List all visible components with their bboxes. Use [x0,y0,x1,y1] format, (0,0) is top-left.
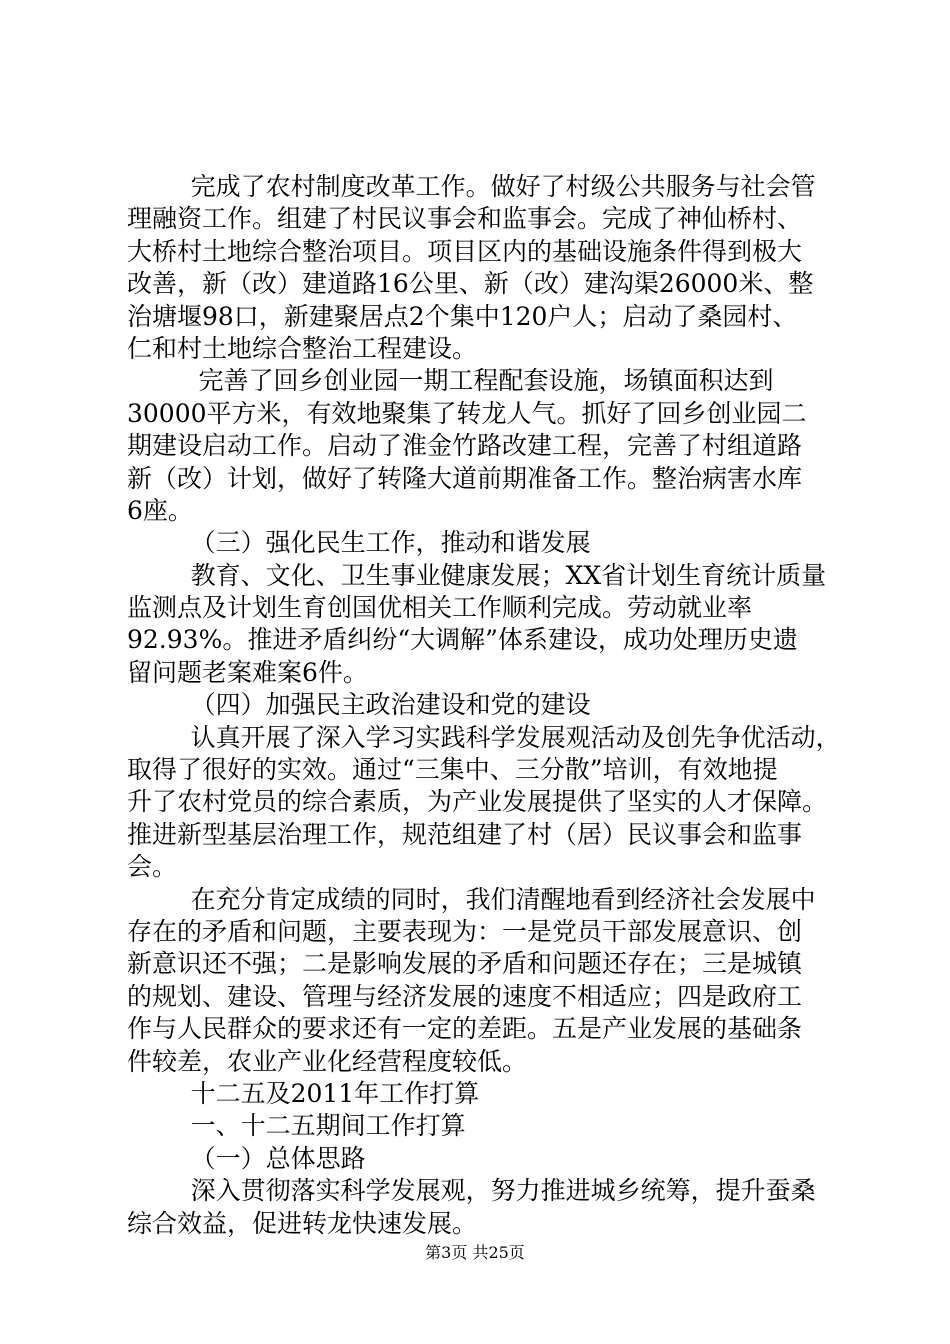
text-line: 仁和村土地综合整治工程建设。 [127,333,478,363]
text-line: 件较差，农业产业化经营程度较低。 [127,1046,528,1076]
text-line: 存在的矛盾和问题，主要表现为：一是党员干部发展意识、创 [127,916,803,946]
text-line: 深入贯彻落实科学发展观，努力推进城乡统筹，提升蚕桑 [127,1176,816,1206]
text-line: 升了农村党员的综合素质，为产业发展提供了坚实的人才保障。 [127,787,828,817]
text-line: 30000平方米，有效地聚集了转龙人气。抓好了回乡创业园二 [127,398,807,428]
text-line: 完善了回乡创业园一期工程配套设施，场镇面积达到 [127,366,774,396]
page-footer: 第3页 共25页 [425,1243,525,1262]
text-line: 改善，新（改）建道路16公里、新（改）建沟渠26000米、整 [127,269,814,299]
text-line: 作与人民群众的要求还有一定的差距。五是产业发展的基础条 [127,1014,803,1044]
text-line: 的规划、建设、管理与经济发展的速度不相适应；四是政府工 [127,981,803,1011]
text-line: 大桥村土地综合整治项目。项目区内的基础设施条件得到极大 [127,236,803,266]
text-line: （三）强化民生工作，推动和谐发展 [127,528,591,558]
body-text [127,171,842,1240]
text-line: 认真开展了深入学习实践科学发展观活动及创先争优活动， [127,722,841,752]
text-line: 在充分肯定成绩的同时，我们清醒地看到经济社会发展中 [127,884,816,914]
text-line: 新（改）计划，做好了转隆大道前期准备工作。整治病害水库 [127,463,803,493]
text-line: 完成了农村制度改革工作。做好了村级公共服务与社会管 [127,172,816,201]
text-line: 新意识还不强；二是影响发展的矛盾和问题还存在；三是城镇 [127,949,803,979]
text-line: 会。 [127,852,178,882]
text-line: 推进新型基层治理工作，规范组建了村（居）民议事会和监事 [127,819,803,849]
text-line: 92.93%。推进矛盾纠纷“大调解”体系建设，成功处理历史遗 [127,625,798,655]
text-line: （四）加强民主政治建设和党的建设 [127,690,591,720]
text-line: 治塘堰98口，新建聚居点2个集中120户人；启动了桑园村、 [127,301,798,331]
text-line: 十二五及2011年工作打算 [127,1078,480,1108]
text-line: 理融资工作。组建了村民议事会和监事会。完成了神仙桥村、 [127,204,803,234]
text-line: 6座。 [127,495,193,525]
text-line: （一）总体思路 [127,1143,366,1173]
text-line: 监测点及计划生育创国优相关工作顺利完成。劳动就业率 [127,593,753,623]
text-line: 留问题老案难案6件。 [127,657,368,687]
text-line: 取得了很好的实效。通过“三集中、三分散”培训，有效地提 [127,755,778,785]
text-line: 一、十二五期间工作打算 [127,1111,466,1141]
text-line: 综合效益，促进转龙快速发展。 [127,1208,478,1238]
text-line: 教育、文化、卫生事业健康发展；XX省计划生育统计质量 [127,560,827,590]
text-line: 期建设启动工作。启动了淮金竹路改建工程，完善了村组道路 [127,431,803,461]
